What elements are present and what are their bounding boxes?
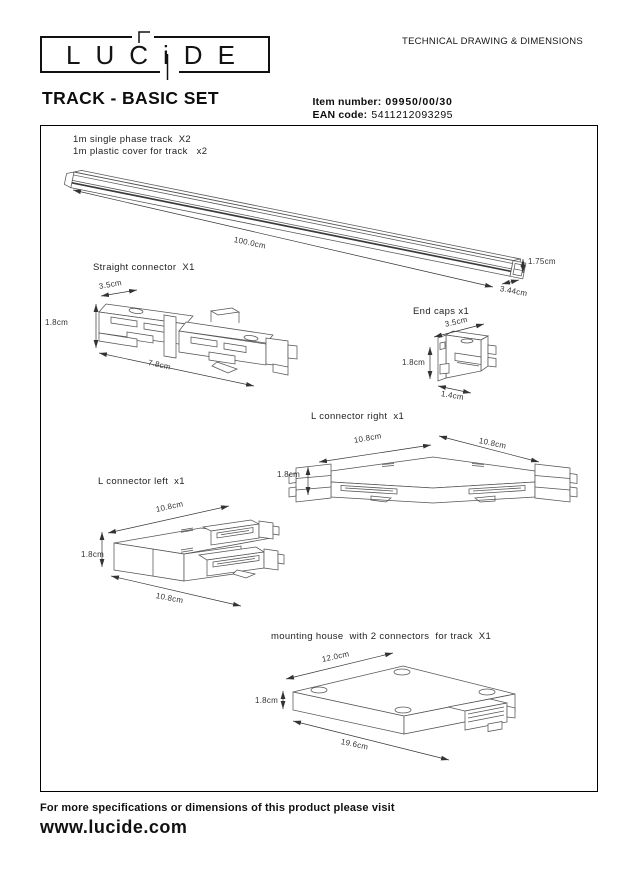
track-length-dim: 100.0cm bbox=[233, 235, 267, 251]
footer-website: www.lucide.com bbox=[40, 817, 188, 837]
doc-type-heading: TECHNICAL DRAWING & DIMENSIONS bbox=[402, 36, 583, 47]
ean-code-label: EAN code: bbox=[312, 109, 368, 121]
l-connector-left-drawing bbox=[102, 506, 284, 606]
ean-code-value: 5411212093295 bbox=[371, 109, 454, 121]
mounting-house-length-dim: 19.6cm bbox=[340, 737, 370, 752]
l-connector-left-arm-top-dim: 10.8cm bbox=[155, 499, 185, 514]
l-connector-right-height-dim: 1.8cm bbox=[277, 470, 301, 479]
track-label-line1: 1m single phase track X2 bbox=[73, 134, 192, 145]
logo-text: LUCiDE bbox=[66, 40, 250, 70]
straight-connector-length-dim: 7.8cm bbox=[147, 358, 172, 372]
straight-connector-width-dim: 3.5cm bbox=[98, 278, 123, 291]
l-connector-left-height-dim: 1.8cm bbox=[81, 550, 105, 559]
track-height-dim: 1.75cm bbox=[528, 257, 556, 266]
mounting-house-height-dim: 1.8cm bbox=[255, 696, 279, 705]
straight-connector-height-dim: 1.8cm bbox=[45, 318, 69, 327]
footer-note: For more specifications or dimensions of this product please visit bbox=[40, 802, 395, 814]
l-connector-right-title: L connector right x1 bbox=[311, 411, 405, 422]
logo-bottom-notch-gap bbox=[160, 70, 179, 74]
l-connector-left-arm-bottom-dim: 10.8cm bbox=[155, 591, 185, 606]
page-title: TRACK - BASIC SET bbox=[42, 88, 219, 108]
end-caps-title: End caps x1 bbox=[413, 306, 470, 317]
end-caps-width-dim: 3.5cm bbox=[443, 314, 469, 329]
technical-drawing-canvas bbox=[41, 126, 595, 789]
mounting-house-title: mounting house with 2 connectors for track X1 bbox=[271, 631, 492, 642]
item-number-label: Item number: bbox=[312, 96, 382, 108]
track-width-dim: 3.44cm bbox=[499, 284, 529, 299]
mounting-house-width-dim: 12.0cm bbox=[321, 649, 351, 664]
end-caps-drawing bbox=[430, 324, 496, 393]
technical-drawing-panel bbox=[40, 125, 598, 792]
end-caps-depth-dim: 1.4cm bbox=[440, 389, 465, 402]
l-connector-right-arm-left-dim: 10.8cm bbox=[353, 431, 383, 445]
l-connector-left-title: L connector left x1 bbox=[98, 476, 185, 487]
logo-top-notch-gap bbox=[132, 35, 154, 39]
item-number-value: 09950/00/30 bbox=[385, 96, 453, 108]
mounting-house-drawing bbox=[283, 653, 515, 760]
lucide-logo bbox=[40, 28, 272, 84]
straight-connector-title: Straight connector X1 bbox=[93, 262, 195, 273]
l-connector-right-arm-right-dim: 10.8cm bbox=[478, 436, 508, 451]
end-caps-height-dim: 1.8cm bbox=[402, 358, 426, 367]
l-connector-right-drawing bbox=[289, 436, 577, 503]
straight-connector-drawing bbox=[96, 290, 297, 386]
track-label-line2: 1m plastic cover for track x2 bbox=[73, 146, 208, 157]
